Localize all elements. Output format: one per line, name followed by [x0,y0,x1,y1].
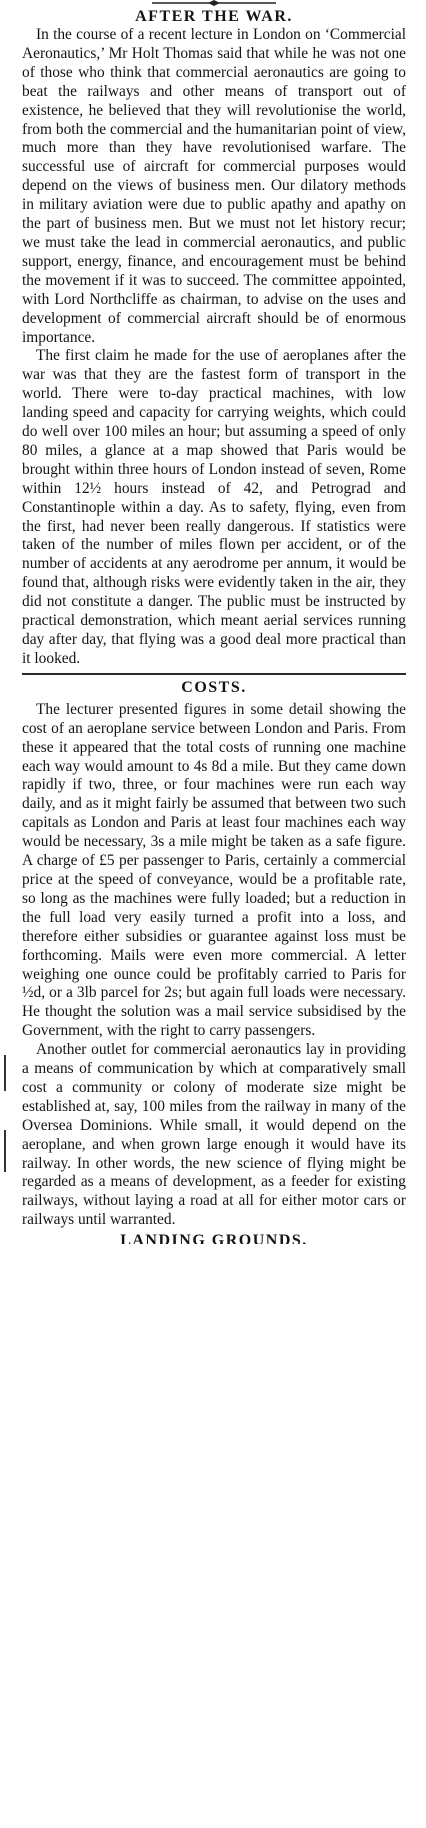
section-heading-landing-grounds: LANDING GROUNDS. [120,1232,308,1245]
margin-mark [4,1130,6,1172]
article-heading: AFTER THE WAR. [135,8,293,25]
article-column [22,0,406,1244]
paragraph-outlet: Another outlet for commercial aeronautics lay in providing a means of communication by which at comparatively small cost a community or colony of moderate size might be established at, say, 100 miles from the railway in many of the Oversea Dominions. While small, it would depend on the aeroplane, and when grown large enough it would have its railway. In other words, the new science of flying might be regarded as a means of development, as a feeder for existing railways, without laying a road at all for either motor cars or railways until warranted. [22,1041,406,1229]
margin-mark [4,1055,6,1091]
section-separator [22,673,406,675]
paragraph-costs: The lecturer presented figures in some detail showing the cost of an aeroplane service between London and Paris. From these it appeared that the total costs of running one machine each way would amount to 4s 8d a mile. But they came down rapidly if two, three, or four machines were run each way daily, and as it might fairly be assumed that between two such capitals as London and Paris at least four machines each way would be necessary, 3s a mile might be taken as a safe figure. A charge of £5 per passenger to Paris, certainly a commercial price at the speed of conveyance, would be a profitable rate, so long as the machines were fully loaded; but a reduction in the full load very easily turned a profit into a loss, and therefore either subsidies or guarantee against loss must be forthcoming. Mails were even more commercial. A letter weighing one ounce could be profitably carried to Paris for ½d, or a 3lb parcel for 2s; but again full loads were necessary. He thought the solution was a mail service subsidised by the Government, with the right to carry passengers. [22,700,406,1040]
paragraph-speed-safety: The first claim he made for the use of aeroplanes after the war was that they are the fastest form of transport in the world. There were to-day practical machines, with low landing speed and capacity for carrying weights, which could do well over 100 miles an hour; but assuming a speed of only 80 miles, a glance at a map showed that Paris would be brought within three hours of London instead of seven, Rome within 12½ hours instead of 42, and Petrograd and Constantinople within a day. As to safety, flying, even from the first, had never been really dangerous. If statistics were taken of the number of miles flown per accident, or of the number of accidents at any aerodrome per annum, it would be found that, although risks were evidently taken in the air, they did not constitute a danger. The public must be instructed by practical demonstration, which meant aerial services running day after day, that flying was a good deal more practical than it looked. [22,347,406,667]
section-heading-costs: COSTS. [181,678,247,696]
paragraph-intro: In the course of a recent lecture in London on ‘Commercial Aeronautics,’ Mr Holt Thomas said that while he was not one of those who think that commercial aeronautics are going to beat the railways and other means of transport out of existence, he believed that they will revolutionise the world, from both the commercial and the humanitarian point of view, much more than they have revolutionised warfare. The successful use of aircraft for commercial purposes would depend on the views of business men. Our dilatory methods in military aviation were due to public apathy and apathy on the part of business men. But we must not let history recur; we must take the lead in commercial aeronautics, and public support, energy, finance, and encouragement must be behind the movement if it was to succeed. The committee appointed, with Lord Northcliffe as chairman, to advise on the uses and development of commercial aircraft should be of enormous importance. [22,26,406,346]
